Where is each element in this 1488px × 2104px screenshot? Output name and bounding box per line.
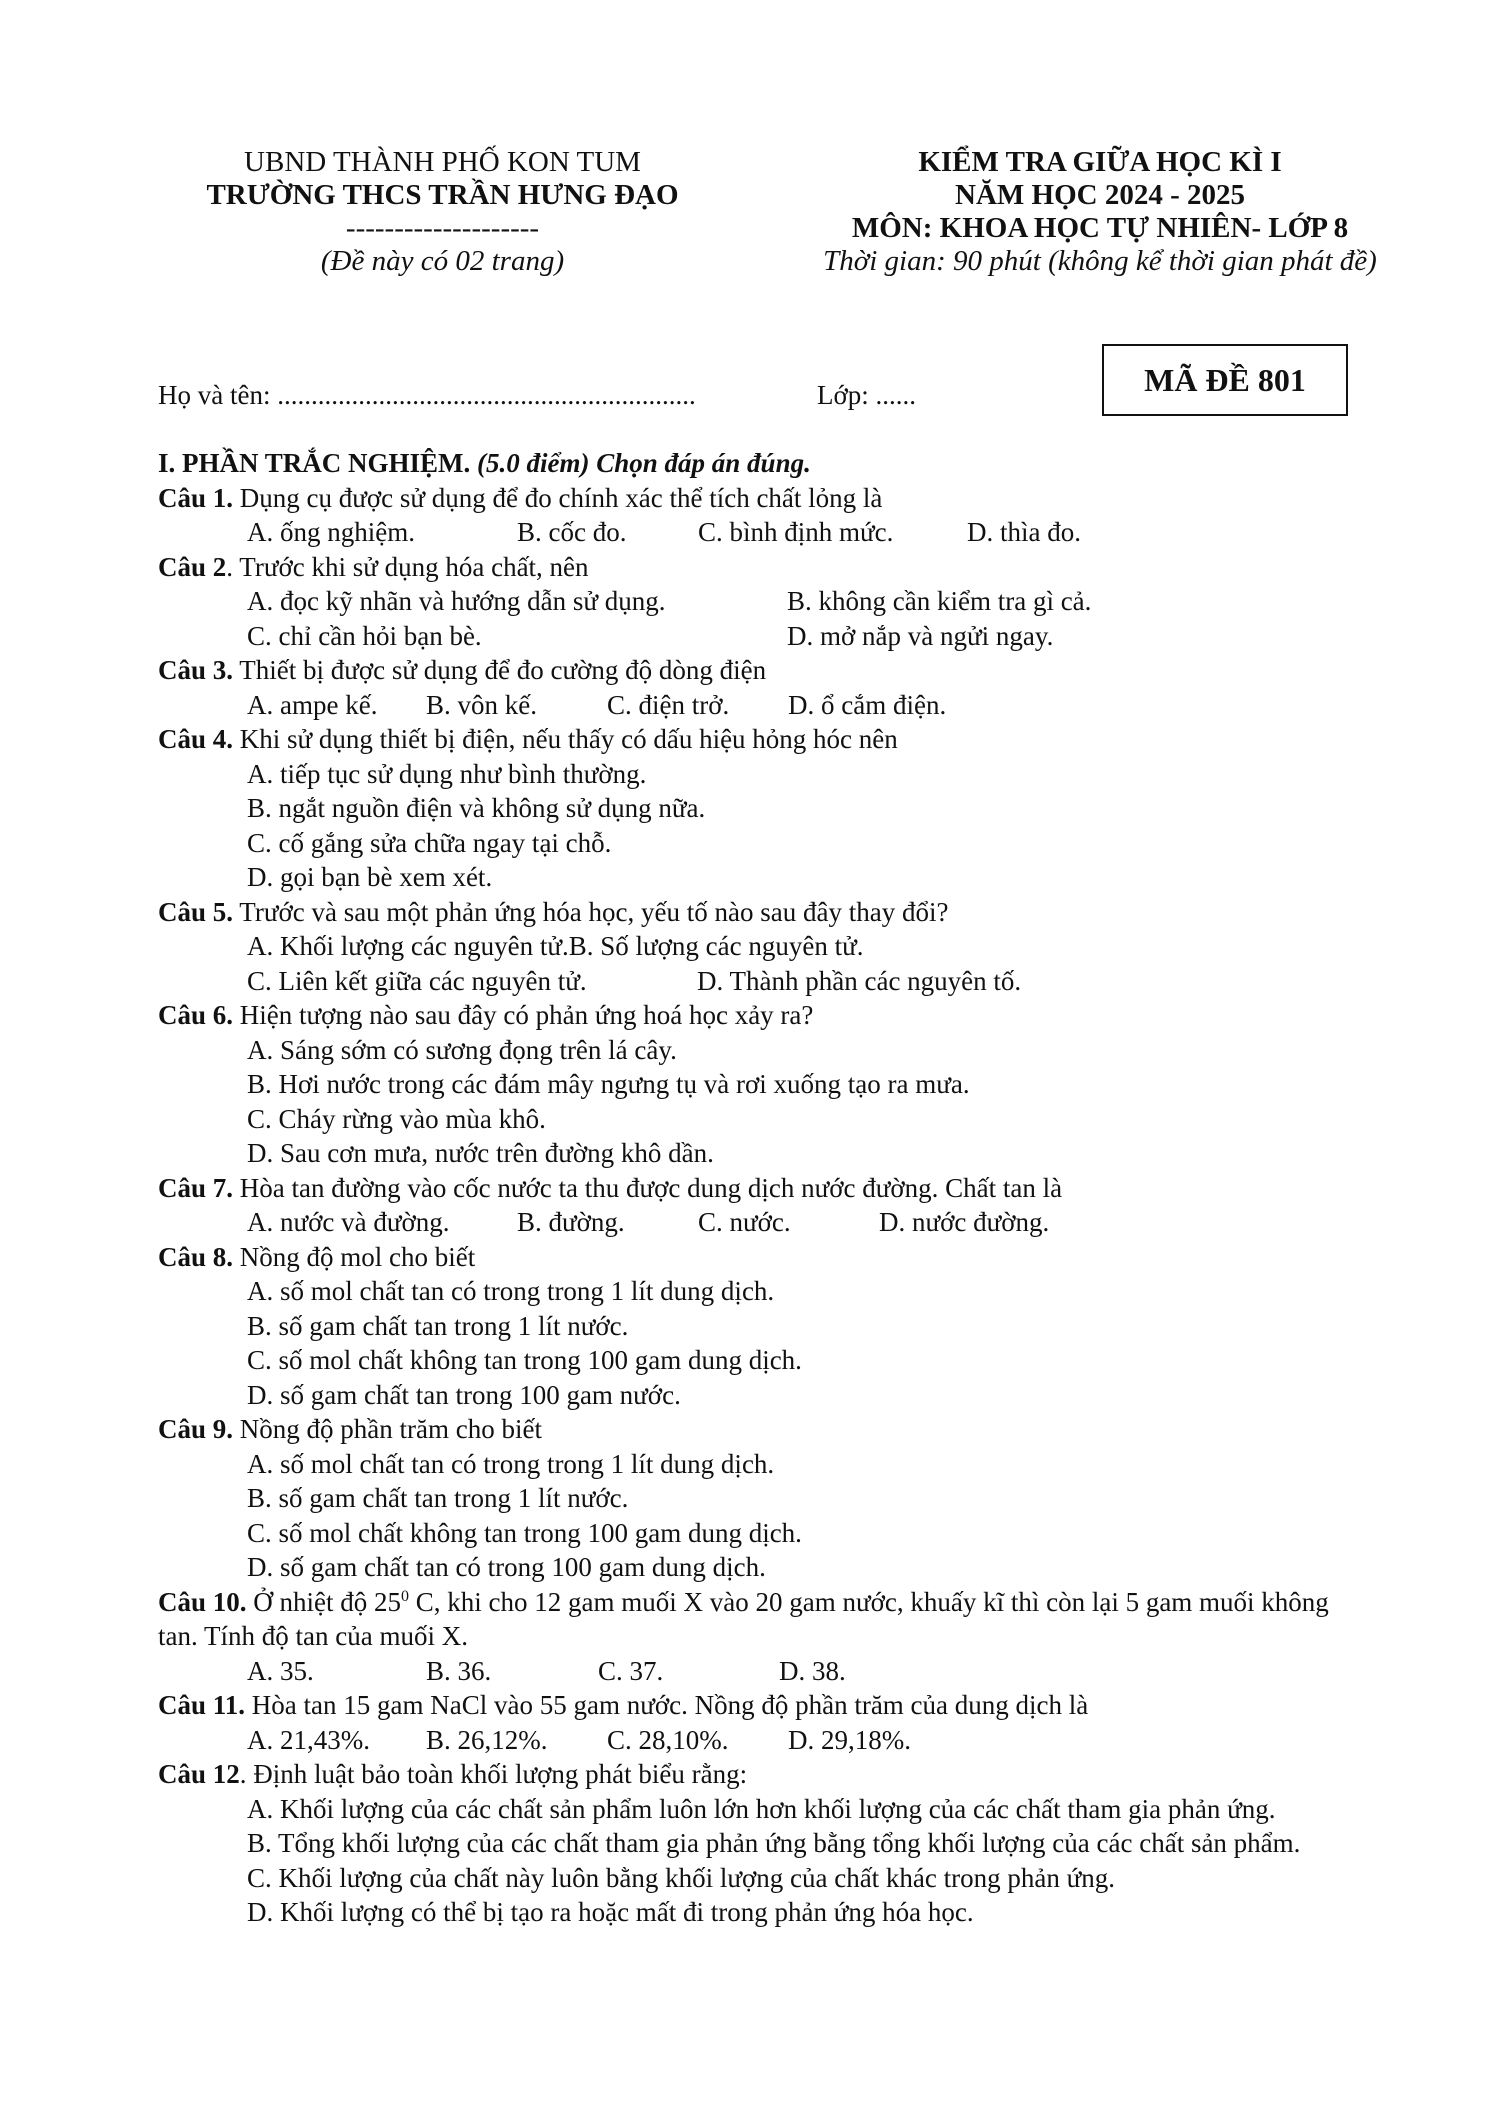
question-text: Trước và sau một phản ứng hóa học, yếu tố nào sau đây thay đổi? (233, 896, 949, 927)
questions (158, 446, 1448, 1930)
option-b: B. số gam chất tan trong 1 lít nước. (247, 1310, 629, 1341)
option-b: B. đường. (517, 1207, 625, 1237)
authority-name: UBND THÀNH PHỐ KON TUM (244, 146, 641, 178)
student-name-field: Họ và tên: .............................................................. (158, 380, 696, 410)
time-limit: Thời gian: 90 phút (không kể thời gian phát đề) (823, 245, 1377, 277)
question-10 (158, 1585, 1448, 1620)
option-a: A. 35. (247, 1655, 314, 1686)
question-number: Câu 4. (158, 724, 234, 754)
question-12 (158, 1757, 1448, 1792)
question-9 (158, 1412, 1448, 1447)
question-number: Câu 1. (158, 482, 234, 513)
option-b: B. 36. (426, 1655, 492, 1686)
school-name: TRƯỜNG THCS TRẦN HƯNG ĐẠO (206, 179, 679, 211)
options-row (158, 964, 1448, 999)
option-b: B. không cần kiểm tra gì cả. (787, 586, 1092, 616)
question-text: Hiện tượng nào sau đây có phản ứng hoá học xảy ra? (233, 1000, 814, 1030)
option-a: A. số mol chất tan có trong trong 1 lít dung dịch. (247, 1276, 775, 1306)
school-year: NĂM HỌC 2024 - 2025 (955, 179, 1245, 211)
option-a: A. 21,43%. (247, 1724, 370, 1755)
option-d: D. số gam chất tan có trong 100 gam dung dịch. (247, 1552, 766, 1582)
question-text: Hòa tan đường vào cốc nước ta thu được dung dịch nước đường. Chất tan là (233, 1172, 1063, 1203)
question-number: Câu 6. (158, 1000, 234, 1030)
header-right (770, 146, 1430, 278)
question-number: Câu 8. (158, 1241, 234, 1272)
option-c: C. nước. (698, 1207, 791, 1237)
question-text: Hòa tan 15 gam NaCl vào 55 gam nước. Nồng độ phần trăm của dung dịch là (245, 1690, 1089, 1720)
question-text: Nồng độ phần trăm cho biết (233, 1414, 542, 1444)
option-a: A. Khối lượng các nguyên tử. (247, 931, 569, 961)
question-3 (158, 653, 1448, 688)
question-number: Câu 12 (158, 1759, 240, 1789)
option-c: C. Khối lượng của chất này luôn bằng khối lượng của chất khác trong phản ứng. (247, 1862, 1116, 1893)
option-a: A. đọc kỹ nhãn và hướng dẫn sử dụng. (247, 586, 666, 616)
question-text: Ở nhiệt độ 25 (246, 1586, 402, 1617)
options-row (158, 1723, 1448, 1758)
question-text-wrap: tan. Tính độ tan của muối X. (158, 1621, 468, 1651)
question-number: Câu 2 (158, 551, 227, 582)
options-row (158, 929, 1448, 964)
option-b: B. Hơi nước trong các đám mây ngưng tụ và rơi xuống tạo ra mưa. (247, 1069, 970, 1099)
exam-title: KIỂM TRA GIỮA HỌC KÌ I (918, 146, 1282, 178)
question-1 (158, 481, 1448, 516)
option-d: D. gọi bạn bè xem xét. (247, 862, 493, 892)
option-b: B. ngắt nguồn điện và không sử dụng nữa. (247, 793, 706, 823)
options-row (158, 688, 1448, 723)
options-row (158, 619, 1448, 654)
option-c: C. số mol chất không tan trong 100 gam dung dịch. (247, 1517, 802, 1548)
question-number: Câu 11. (158, 1690, 246, 1720)
subject: MÔN: KHOA HỌC TỰ NHIÊN- LỚP 8 (851, 212, 1349, 244)
header-left (150, 146, 735, 278)
question-4 (158, 722, 1448, 757)
option-b: B. Tổng khối lượng của các chất tham gia phản ứng bằng tổng khối lượng của các chất sản phẩm. (247, 1828, 1301, 1858)
question-8 (158, 1240, 1448, 1275)
question-2 (158, 550, 1448, 585)
question-text: . Trước khi sử dụng hóa chất, nên (226, 551, 589, 582)
question-11 (158, 1688, 1448, 1723)
option-c: C. chỉ cần hỏi bạn bè. (247, 620, 482, 651)
header-divider: -------------------- (345, 212, 540, 244)
option-a: A. nước và đường. (247, 1207, 450, 1237)
option-c: C. 28,10%. (607, 1724, 729, 1755)
option-c: C. 37. (598, 1655, 664, 1686)
option-c: C. bình định mức. (698, 517, 894, 547)
degree-superscript: 0 (401, 1587, 410, 1605)
option-a: A. số mol chất tan có trong trong 1 lít dung dịch. (247, 1448, 775, 1479)
question-text: . Định luật bảo toàn khối lượng phát biểu rằng: (239, 1759, 748, 1789)
option-d: D. Sau cơn mưa, nước trên đường khô dần. (247, 1138, 714, 1168)
question-number: Câu 7. (158, 1172, 234, 1203)
option-a: A. Sáng sớm có sương đọng trên lá cây. (247, 1034, 677, 1065)
option-d: D. Khối lượng có thể bị tạo ra hoặc mất đi trong phản ứng hóa học. (247, 1897, 974, 1927)
option-c: C. số mol chất không tan trong 100 gam dung dịch. (247, 1345, 802, 1375)
option-a: A. Khối lượng của các chất sản phẩm luôn lớn hơn khối lượng của các chất tham gia phản ứng. (247, 1793, 1276, 1824)
exam-code-box (1102, 344, 1348, 416)
option-d: D. Thành phần các nguyên tố. (697, 965, 1022, 996)
option-b: B. 26,12%. (426, 1724, 548, 1755)
option-d: D. số gam chất tan trong 100 gam nước. (247, 1379, 681, 1410)
options-row (158, 1654, 1448, 1689)
option-d: D. ổ cắm điện. (788, 689, 947, 720)
student-class-field: Lớp: ...... (817, 380, 917, 410)
option-a: A. ống nghiệm. (247, 517, 415, 547)
option-b: B. Số lượng các nguyên tử. (568, 931, 864, 961)
question-text: Dụng cụ được sử dụng để đo chính xác thể tích chất lỏng là (233, 482, 883, 513)
option-b: B. cốc đo. (517, 517, 627, 547)
option-a: A. ampe kế. (247, 689, 378, 720)
option-d: D. 38. (779, 1655, 846, 1686)
question-text-cont: C, khi cho 12 gam muối X vào 20 gam nước, khuấy kĩ thì còn lại 5 gam muối không (409, 1586, 1329, 1617)
options-row (158, 1205, 1448, 1240)
question-number: Câu 9. (158, 1414, 234, 1444)
question-number: Câu 5. (158, 896, 234, 927)
option-d: D. mở nắp và ngửi ngay. (787, 620, 1054, 651)
question-6 (158, 998, 1448, 1033)
question-text: Nồng độ mol cho biết (233, 1241, 476, 1272)
question-text: Khi sử dụng thiết bị điện, nếu thấy có dấu hiệu hỏng hóc nên (233, 724, 898, 754)
section-title: I. PHẦN TRẮC NGHIỆM. (158, 448, 471, 478)
option-d: D. nước đường. (879, 1207, 1050, 1237)
option-d: D. 29,18%. (788, 1724, 911, 1755)
section-score: (5.0 điểm) Chọn đáp án đúng. (477, 448, 811, 478)
options-row (158, 515, 1448, 550)
question-number: Câu 10. (158, 1586, 247, 1617)
option-b: B. vôn kế. (426, 689, 537, 720)
question-7 (158, 1171, 1448, 1206)
page-count-note: (Đề này có 02 trang) (320, 245, 565, 277)
exam-code: MÃ ĐỀ 801 (1144, 361, 1306, 398)
options-row (158, 584, 1448, 619)
option-d: D. thìa đo. (967, 517, 1081, 547)
option-b: B. số gam chất tan trong 1 lít nước. (247, 1483, 629, 1513)
option-a: A. tiếp tục sử dụng như bình thường. (247, 758, 647, 789)
option-c: C. điện trở. (607, 689, 730, 720)
option-c: C. Liên kết giữa các nguyên tử. (247, 965, 587, 996)
question-number: Câu 3. (158, 655, 234, 685)
question-text: Thiết bị được sử dụng để đo cường độ dòng điện (233, 655, 767, 685)
option-c: C. cố gắng sửa chữa ngay tại chỗ. (247, 827, 612, 858)
option-c: C. Cháy rừng vào mùa khô. (247, 1103, 546, 1134)
section-heading (158, 446, 1448, 481)
question-5 (158, 895, 1448, 930)
